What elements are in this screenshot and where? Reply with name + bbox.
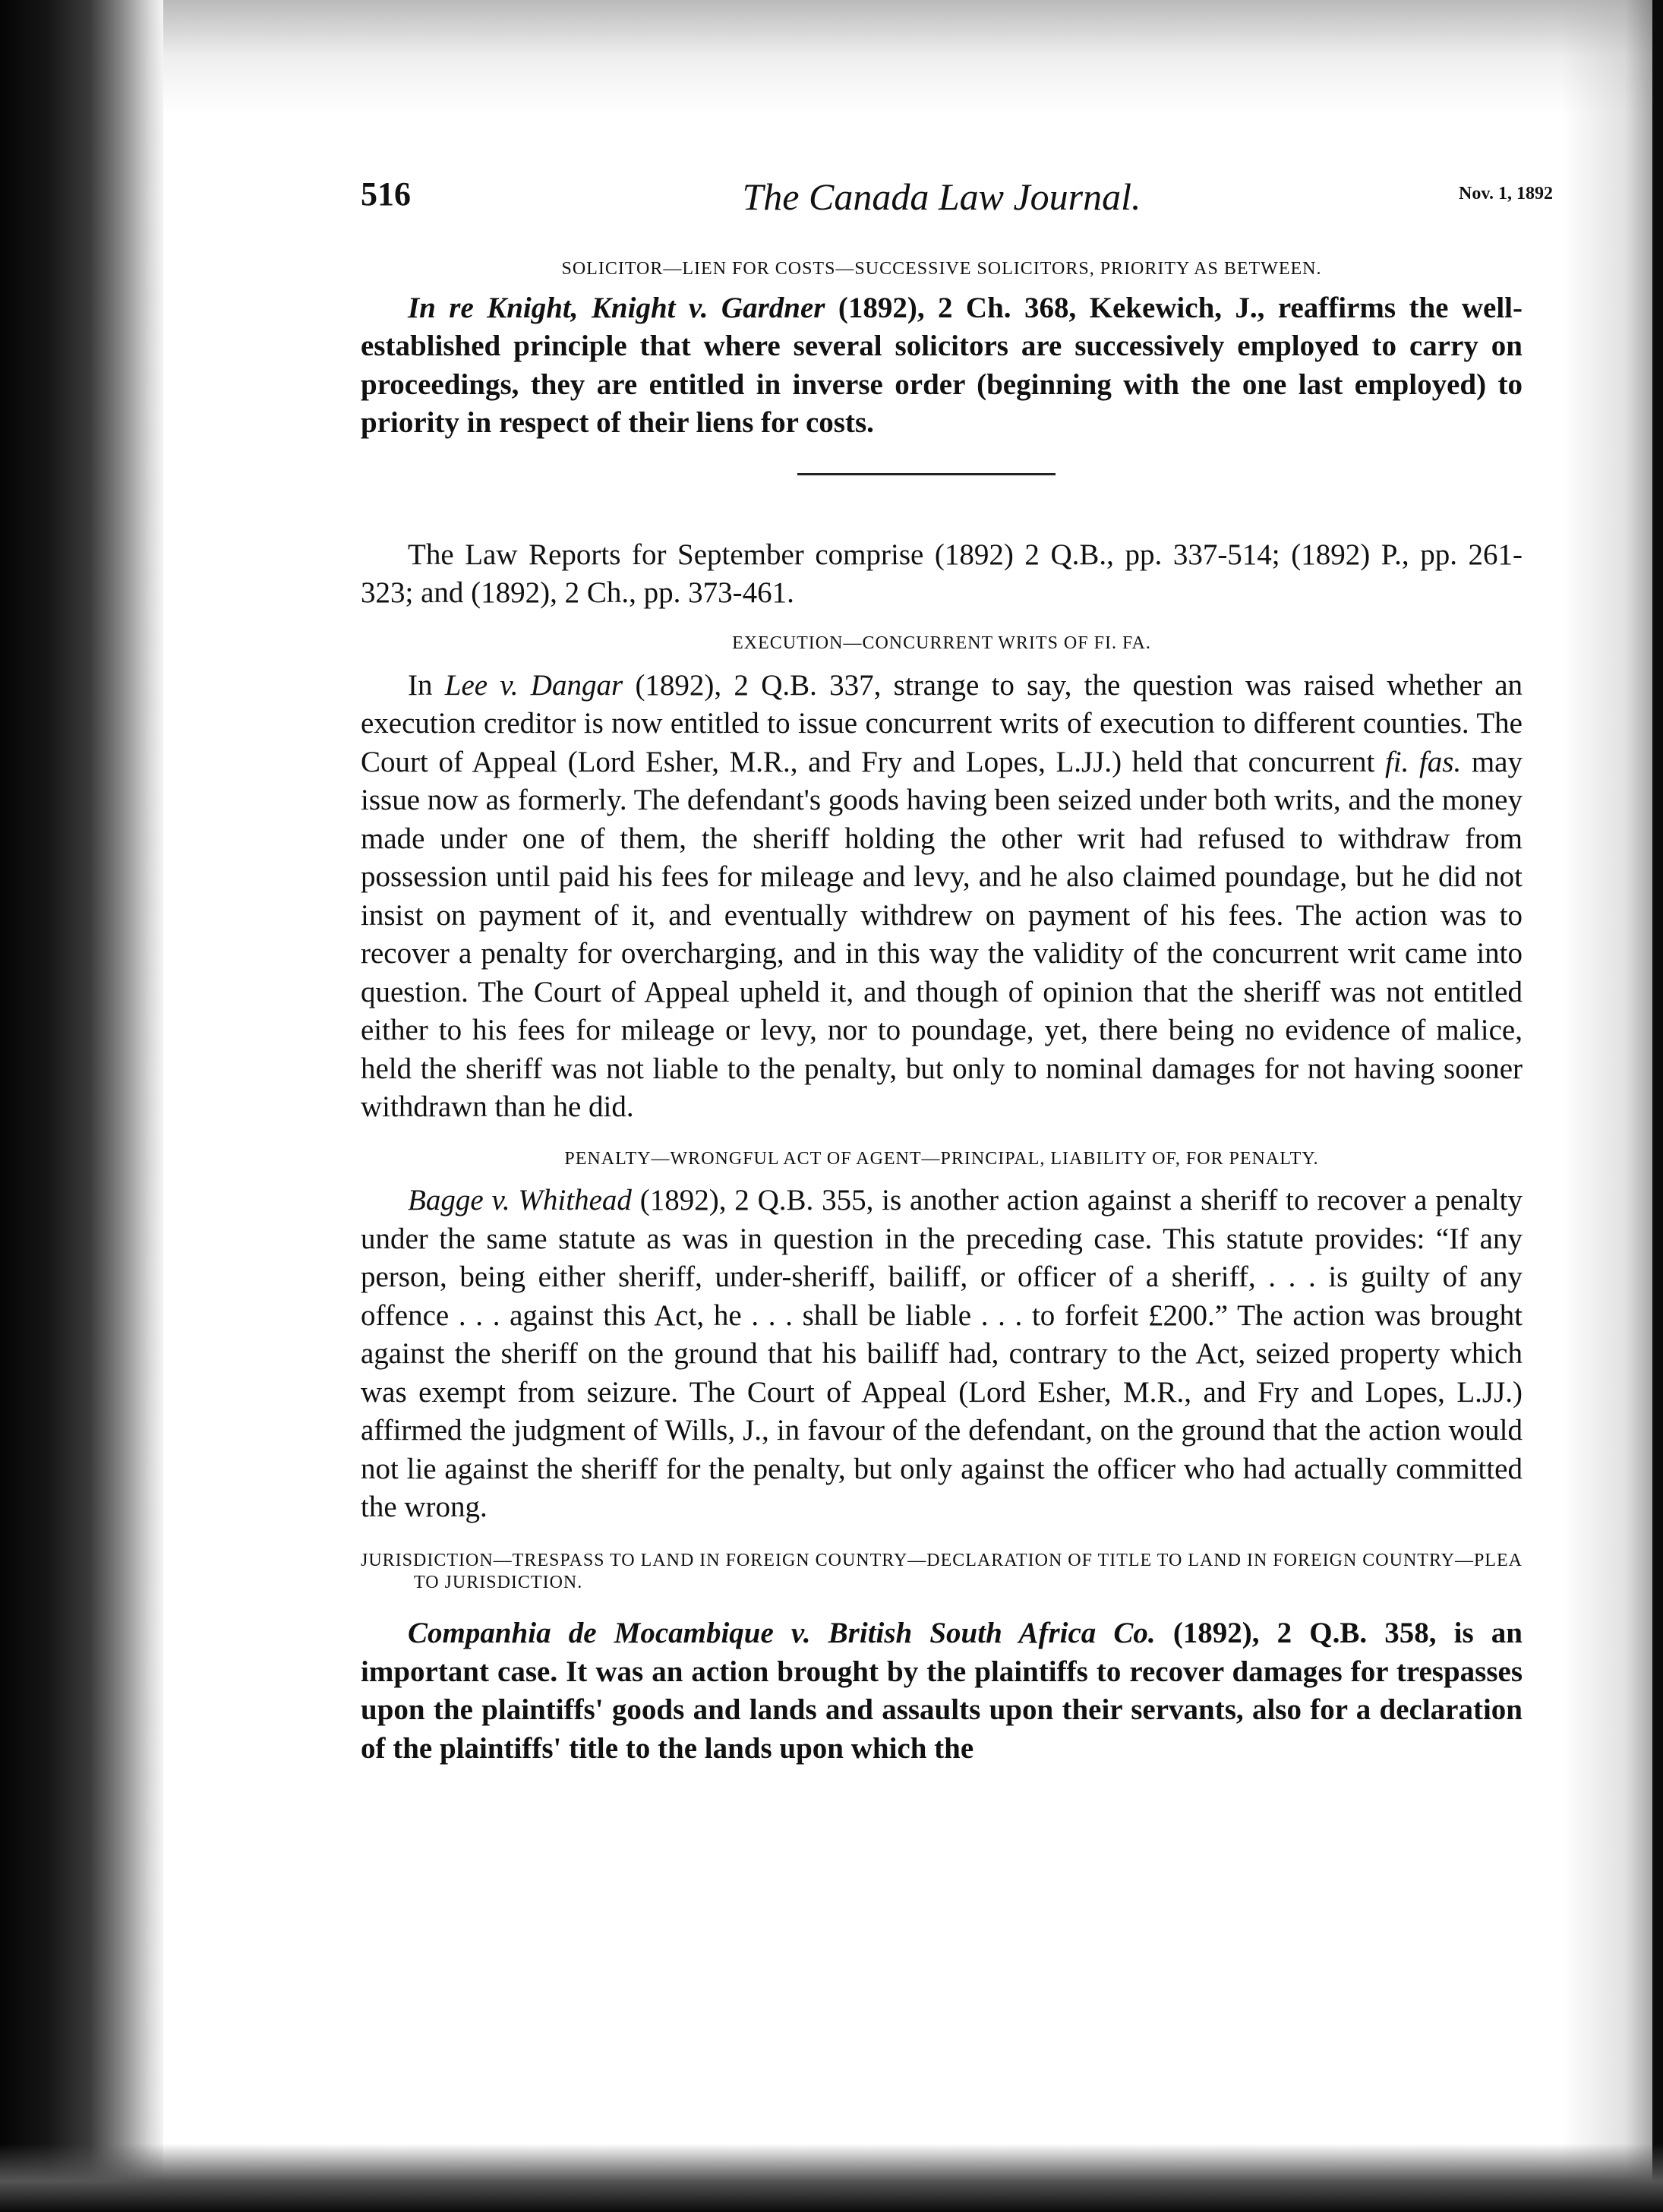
- paragraph-text: (1892), 2 Q.B. 355, is another action against a sheriff to recover a penalty under the same statute as was in question in the preceding case. This statute provides: “If any person, being either sheriff, under-sheriff, bailiff, or officer of a sheriff, . . . is guilty of any offence . . . against this Act, he . . . shall be liable . . . to forfeit £200.” The action was brought against the sheriff on the ground that his bailiff had, contrary to the Act, seized property which was exempt from seizure. The Court of Appeal (Lord Esher, M.R., and Fry and Lopes, L.JJ.) affirmed the judgment of Wills, J., in favour of the defendant, on the ground that the action would not lie against the sheriff for the penalty, but only against the officer who had actually committed the wrong.: [361, 1184, 1523, 1524]
- section-heading-execution: EXECUTION—CONCURRENT WRITS OF FI. FA.: [732, 633, 1151, 653]
- section-heading-penalty: PENALTY—WRONGFUL ACT OF AGENT—PRINCIPAL, LIABILITY OF, FOR PENALTY.: [564, 1148, 1319, 1169]
- paragraph-text: (1892), 2 Q.B. 337, strange to say, the question was raised whether an execution creditor is now entitled to issue concurrent writs of execution to different counties. The Court of Appeal (Lord Esher, M.R., and Fry and Lopes, L.JJ.) held that concurrent: [361, 668, 1523, 778]
- legal-term: fi. fas.: [1384, 745, 1462, 778]
- scan-bottom-edge: [0, 2144, 1663, 2212]
- paragraph-text: may issue now as formerly. The defendant's goods having been seized under both writs, and the money made under one of them, the sheriff holding the other writ had refused to withdraw from possession until paid his fees for mileage and levy, and he also claimed poundage, but he did not insist on payment of it, and eventually withdrew on payment of his fees. The action was to recover a penalty for overcharging, and in this way the validity of the concurrent writ came into question. The Court of Appeal upheld it, and though of opinion that the sheriff was not entitled either to his fees for mileage or levy, nor to poundage, yet, there being no evidence of malice, held the sheriff was not liable to the penalty, but only to nominal damages for not having sooner withdrawn than he did.: [361, 745, 1523, 1124]
- paragraph-penalty: [361, 1182, 1523, 1527]
- paragraph-execution: [361, 667, 1523, 1127]
- section-heading-jurisdiction: JURISDICTION—TRESPASS TO LAND IN FOREIGN COUNTRY—DECLARATION OF TITLE TO LAND IN FOREIGN COUNTRY—PLEA TO JURISDICTION.: [361, 1550, 1522, 1592]
- paragraph-solicitor: [361, 289, 1523, 443]
- page-header: [361, 175, 1553, 228]
- paragraph-jurisdiction: [361, 1614, 1523, 1768]
- section-divider: [797, 473, 1056, 475]
- journal-page: [361, 175, 1553, 1768]
- paragraph-law-reports: The Law Reports for September comprise (1892) 2 Q.B., pp. 337-514; (1892) P., pp. 261-323; and (1892), 2 Ch., pp. 373-461.: [361, 538, 1523, 610]
- scan-binding-edge: [0, 0, 163, 2212]
- case-name: Lee v. Dangar: [444, 668, 623, 702]
- issue-date: Nov. 1, 1892: [1458, 184, 1553, 204]
- section-heading-solicitor: SOLICITOR—LIEN FOR COSTS—SUCCESSIVE SOLICITORS, PRIORITY AS BETWEEN.: [561, 259, 1322, 279]
- case-name: In re Knight, Knight v. Gardner: [408, 291, 825, 324]
- journal-title: The Canada Law Journal.: [742, 175, 1141, 218]
- scan-right-edge: [1652, 0, 1663, 2212]
- case-name: Companhia de Mocambique v. British South Africa Co.: [408, 1617, 1156, 1650]
- page-number: 516: [361, 175, 411, 213]
- case-name: Bagge v. Whithead: [408, 1184, 632, 1217]
- paragraph-text: (1892), 2 Ch. 368, Kekewich, J., reaffirms the well-established principle that where several solicitors are successively employed to carry on proceedings, they are entitled in inverse order (beginning with the one last employed) to priority in respect of their liens for costs.: [361, 291, 1523, 440]
- paragraph-text: (1892), 2 Q.B. 358, is an important case. It was an action brought by the plaintiffs to recover damages for trespasses upon the plaintiffs' goods and lands and assaults upon their servants, also for a declaration of the plaintiffs' title to the lands upon which the: [361, 1617, 1523, 1765]
- lead-word: In: [408, 668, 433, 702]
- scan-top-shadow: [163, 0, 1652, 114]
- scan-right-shadow: [1561, 0, 1652, 2212]
